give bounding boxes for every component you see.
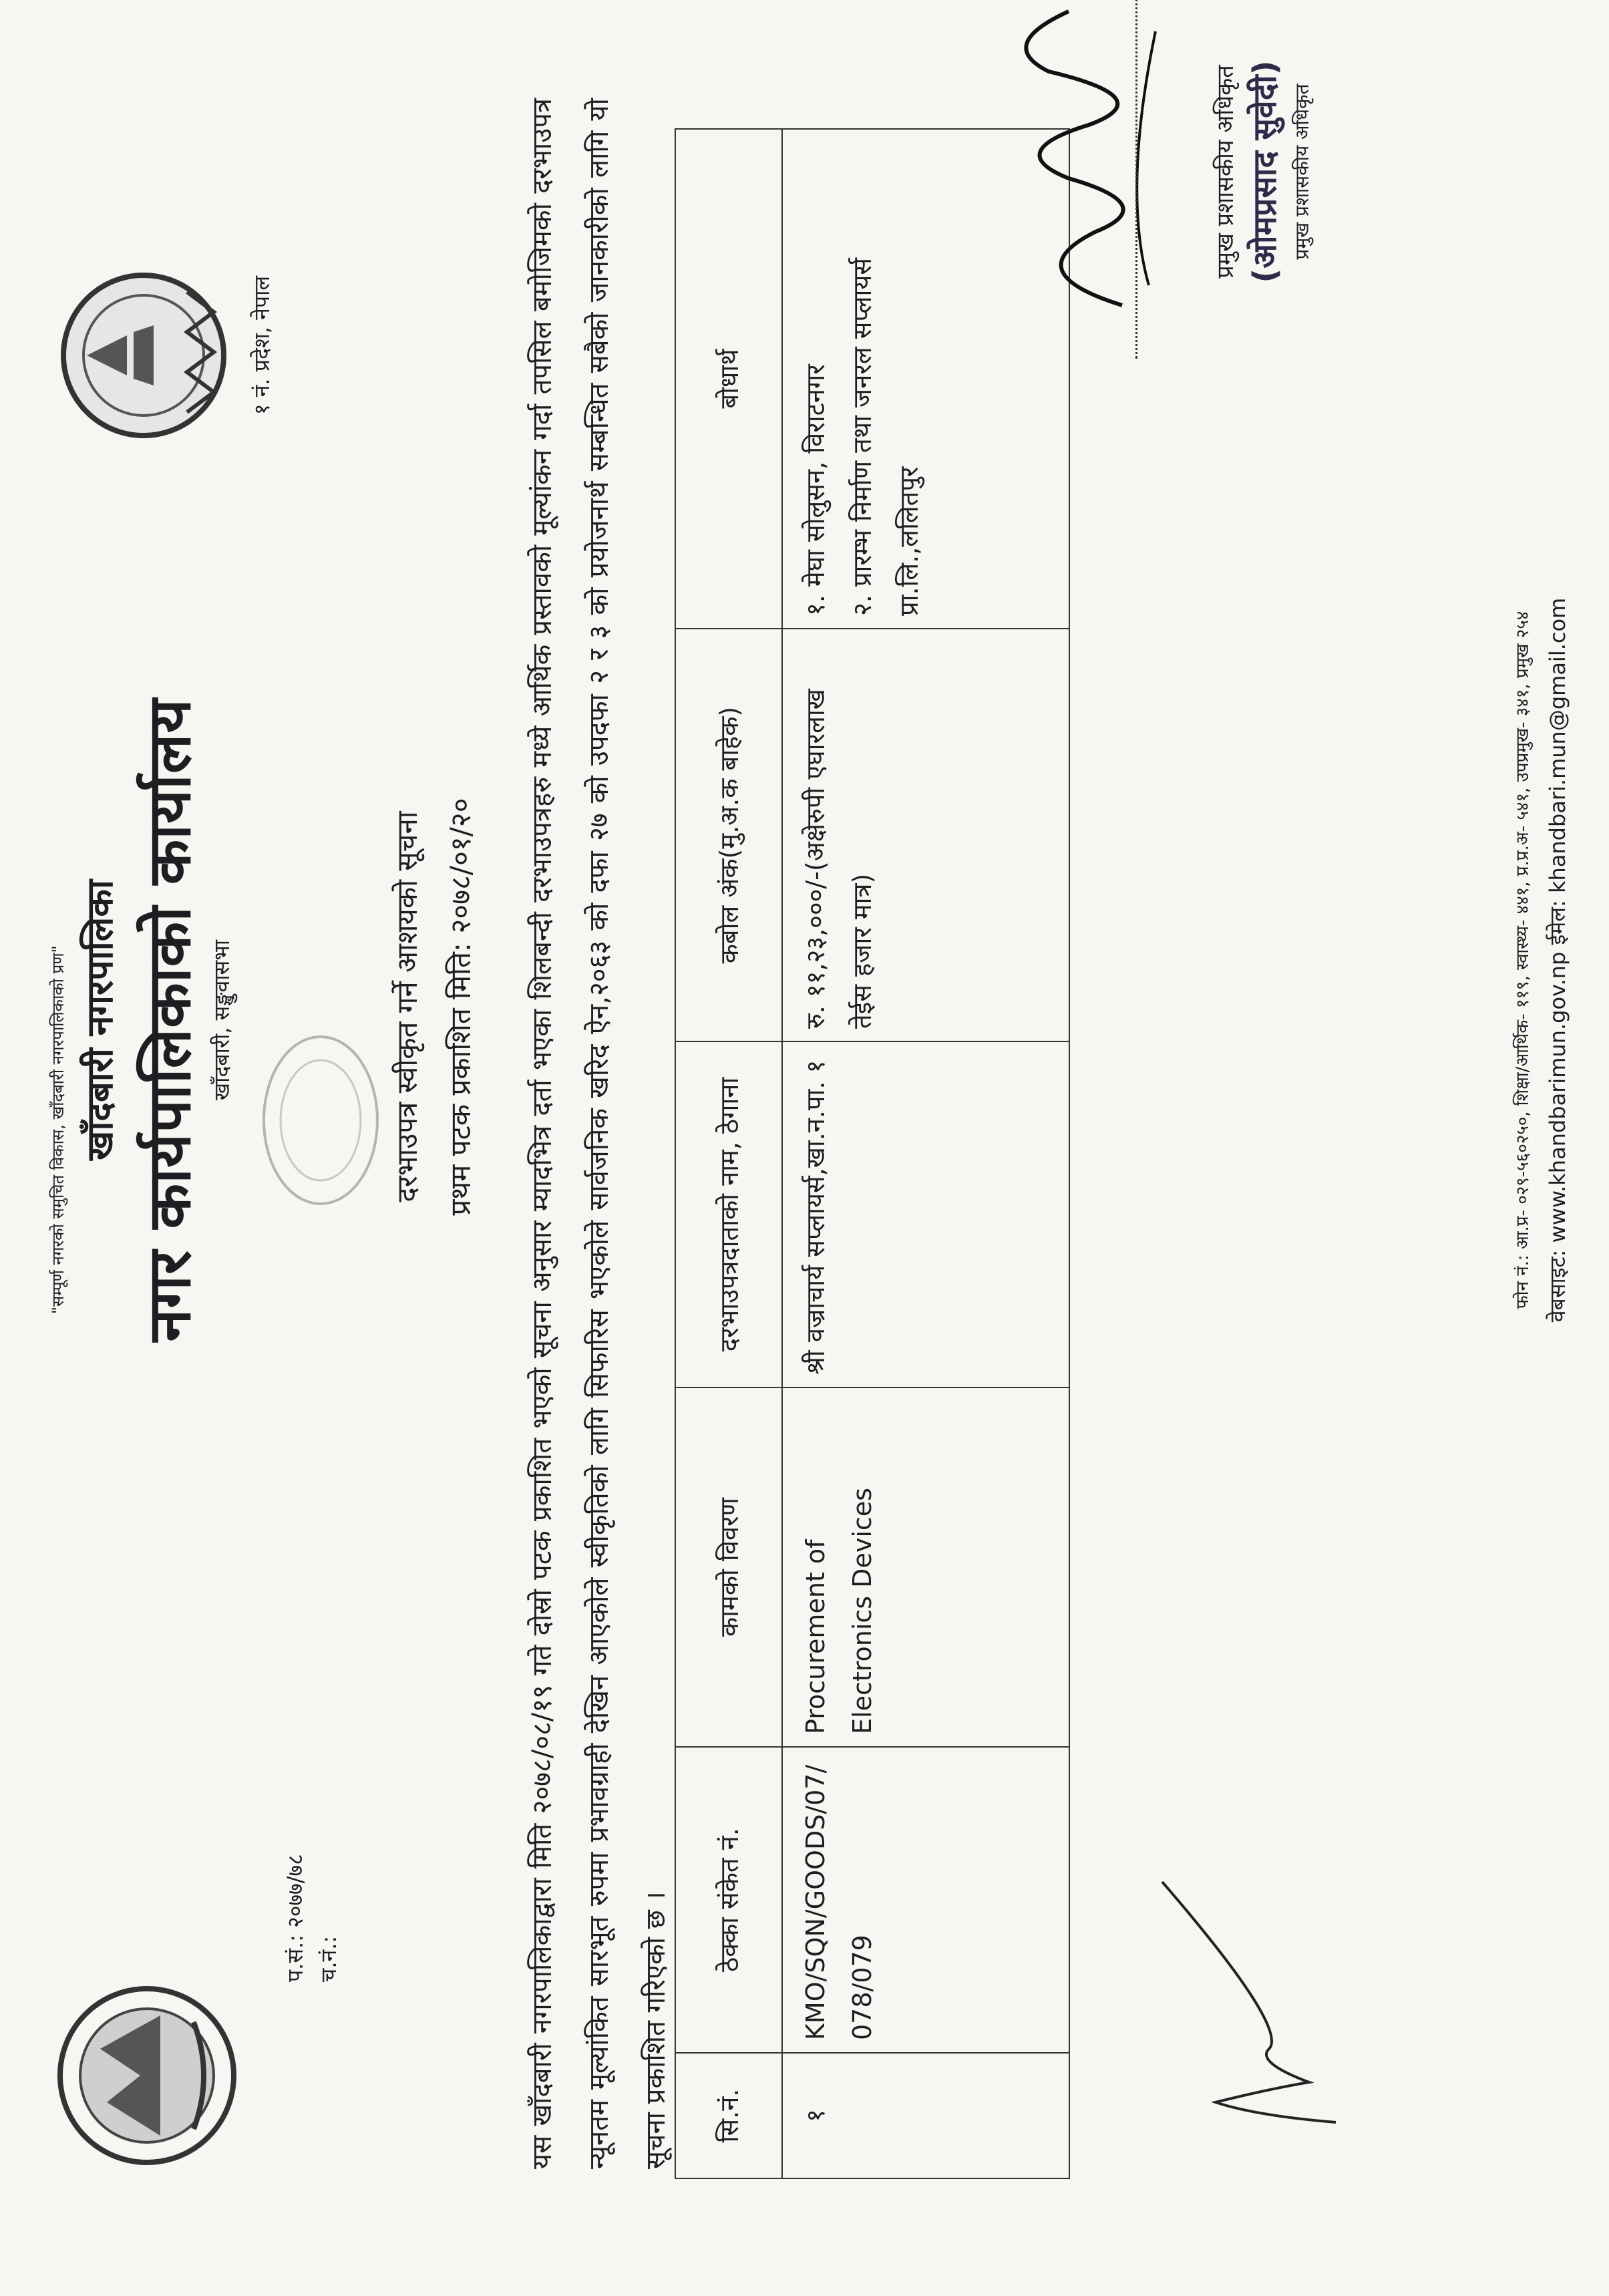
cell-amount: रु. ११,२३,०००/-(अक्षेरुपी एघारलाख तेईस हजार मात्र) (782, 629, 1069, 1041)
dispatch-number: च.नं.: (316, 1935, 341, 1982)
header-amount: कबोल अंक(मु.अ.क बाहेक) (675, 629, 782, 1041)
header-description: कामको विवरण (675, 1387, 782, 1747)
signer-name: (ओमप्रसाद सुवेदी) (1246, 60, 1284, 283)
table-header-row (675, 129, 782, 2178)
notice-published-date: प्रथम पटक प्रकाशित मिति: २०७८/०१/२० (444, 798, 477, 1216)
header-contract-no: ठेक्का संकेत नं. (675, 1747, 782, 2053)
officer-signature-icon (989, 0, 1202, 325)
award-table (675, 128, 1070, 2179)
header-cc: बोधार्थ (675, 129, 782, 629)
cell-serial: १ (782, 2053, 1069, 2178)
footer-contact: फोन नं.: आ.प्र- ०२९-५६०२५०, शिक्षा/आर्थिक- ११९, स्वास्थ्य- ४४१, प्र.प्र.अ- ५४१, उपप्रमुख- ३४१, प्रमुख २५४ (1513, 611, 1533, 1309)
cell-contract-no: KMO/SQN/GOODS/07/078/079 (782, 1747, 1069, 2053)
signer-role: प्रमुख प्रशासकीय अधिकृत (1291, 84, 1313, 260)
cc-item-2: २. प्रारम्भ निर्माण तथा जनरल सप्लायर्स प्रा.लि.,ललितपुर (848, 257, 924, 616)
table-row (782, 129, 1069, 2178)
header-serial: सि.नं. (675, 2053, 782, 2178)
government-emblem-icon (47, 1975, 247, 2176)
notice-title: दरभाउपत्र स्वीकृत गर्ने आशयको सूचना (391, 811, 423, 1202)
cc-item-1: १. मेघा सोलुसन, विराटनगर (801, 364, 830, 616)
header-bidder: दरभाउपत्रदाताको नाम, ठेगाना (675, 1041, 782, 1387)
municipality-logo-icon (47, 259, 240, 452)
notice-body: यस खाँदबारी नगरपालिकाद्वारा मिति २०७८/०८/१९ गते दोस्रो पटक प्रकाशित भएको सूचना अनुसार म्यादभित्र दर्ता भएका शिलबन्दी दरभाउपत्रहरु मध्ये आर्थिक प्रस्तावको मूल्यांकन गर्दा तपसिल बमोजिमको दरभाउपत्र न्यूनतम मूल्यांकित सारभूत रुपमा प्रभावग्राही देखिन आएकोले स्वीकृतिको लागि सिफारिस भएकोले सार्वजनिक खरिद ऐन,२०६३ को दफा २७ को उपदफा २ र ३ को प्रयोजनार्थ सम्बन्धित सबैको जानकारीको लागि यो सूचना प्रकाशित गरिएको छ । (527, 98, 671, 2169)
province-label: १ नं. प्रदेश, नेपाल (249, 275, 275, 416)
initial-signature-icon (1135, 1828, 1369, 2162)
header-slogan: "सम्पूर्ण नगरको समुचित विकास, खाँदबारी नगरपालिकाको प्रण" (49, 945, 67, 1314)
office-name: नगर कार्यपालिकाको कार्यालय (135, 698, 204, 1342)
signer-title: प्रमुख प्रशासकीय अधिकृत (1212, 65, 1239, 279)
office-address: खाँदबारी, सङ्खुवासभा (209, 939, 234, 1101)
cell-bidder: श्री वज्राचार्य सप्लायर्स,खा.न.पा. १ (782, 1041, 1069, 1387)
cell-description: Procurement of Electronics Devices (782, 1387, 1069, 1747)
letter-reference-number: प.सं.: २०७७/७८ (283, 1854, 308, 1982)
footer-web: वेबसाइट: www.khandbarimun.gov.np ईमेल: khandbari.mun@gmail.com (1545, 597, 1570, 1323)
office-seal-icon (254, 1027, 387, 1214)
signature-line (1135, 0, 1137, 359)
organization-name: खाँदबारी नगरपालिका (79, 880, 121, 1160)
